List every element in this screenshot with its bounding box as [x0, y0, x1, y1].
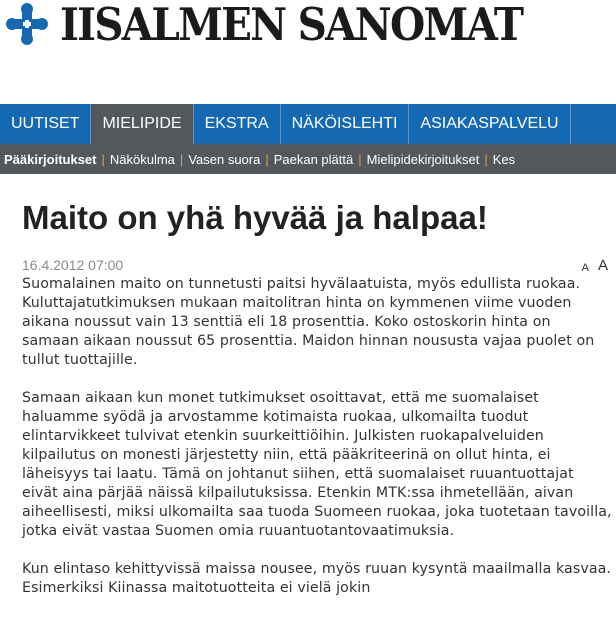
subnav-item-vasen-suora[interactable]: Vasen suora [188, 151, 261, 167]
article-paragraph: Kun elintaso kehittyvissä maissa nousee, myös ruuan kysyntä maailmalla kasvaa. Esimerkiksi Kiinassa maitotuotteita ei vielä jokin [22, 561, 612, 596]
tab-asiakaspalvelu[interactable]: ASIAKASPALVELU [409, 104, 570, 144]
article-paragraph: Suomalainen maito on tunnetusti paitsi hyvälaatuista, myös edullista ruokaa. Kuluttajatutkimuksen mukaan maitolitran hinta on kymmenen viime vuoden aikana noussut vain 13 senttiä eli 18 prosenttia. Koko ostoskorin hinta on samaan aikaan noussut 65 prosenttia. Maidon hinnan noususta vajaa puolet on tullut tuottajille. [22, 276, 595, 368]
subnav-separator: | [265, 151, 269, 167]
subnav-item-paakirjoitukset[interactable]: Pääkirjoitukset [4, 151, 97, 167]
article-body [22, 275, 612, 598]
subnav-separator: | [358, 151, 362, 167]
article-date: 16.4.2012 07:00 [22, 257, 124, 273]
tab-ekstra[interactable]: EKSTRA [194, 104, 281, 144]
article [22, 198, 612, 617]
subnav-item-paekan-platta[interactable]: Paekan plättä [273, 151, 354, 167]
subnav-separator: | [484, 151, 488, 167]
article-paragraph: Samaan aikaan kun monet tutkimukset osoittavat, että me suomalaiset haluamme syödä ja arvostamme kotimaista ruokaa, ulkomailta tuodut elintarvikkeet tulvivat etenkin suurkeittiöihin. Julkisten ruokapalveluiden kilpailutus on monesti järjestetty niin, että pääkriteerinä on ollut hinta, ei läheisyys tai laatu. Tämä on johtanut siihen, että suomalaiset ruuantuottajat eivät aina pärjää näissä kilpailutuksissa. Etenkin MTK:ssa ihmetellään, aivan aiheellisesti, miksi ulkomailta saa tuoda Suomeen ruokaa, joka tuotetaan tavoilla, jotka eivät vastaa Suomen omia ruuantuotantovaatimuksia. [22, 390, 612, 539]
sub-navigation [0, 144, 616, 174]
subnav-separator: | [179, 151, 184, 167]
tab-uutiset[interactable]: UUTISET [0, 104, 91, 144]
article-headline: Maito on yhä hyvää ja halpaa! [22, 199, 488, 236]
subnav-item-mielipidekirjoitukset[interactable]: Mielipidekirjoitukset [366, 151, 480, 167]
cross-emblem-icon[interactable] [6, 3, 48, 45]
main-navigation [0, 104, 616, 144]
tab-mielipide[interactable]: MIELIPIDE [91, 104, 193, 144]
subnav-item-nakokulma[interactable]: Näkökulma [109, 151, 175, 167]
increase-font-button[interactable]: A [597, 257, 608, 274]
decrease-font-button[interactable]: A [581, 262, 589, 274]
subnav-item-kes[interactable]: Kes [492, 151, 516, 167]
article-meta [22, 255, 612, 275]
font-size-controls [582, 257, 608, 274]
site-logo-text[interactable]: IISALMEN SANOMAT [60, 0, 523, 51]
tab-nakoislehti[interactable]: NÄKÖISLEHTI [281, 104, 410, 144]
subnav-separator: | [101, 151, 105, 167]
masthead [0, 0, 616, 100]
